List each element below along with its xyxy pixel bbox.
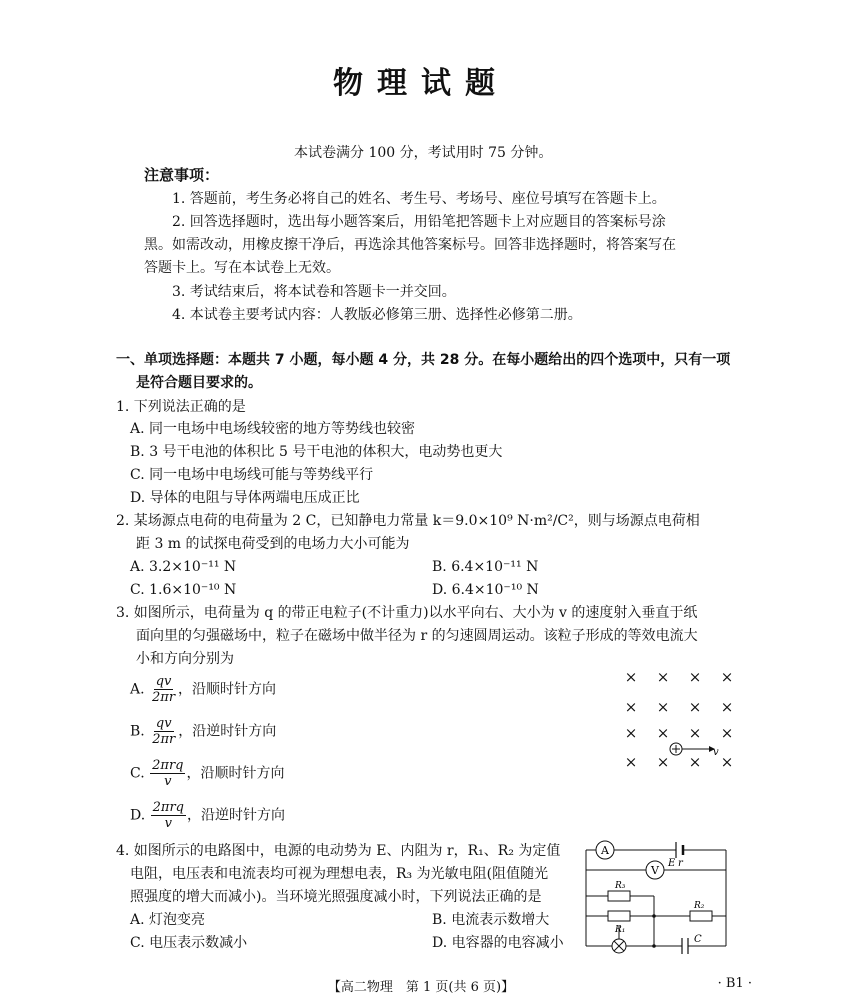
field-cross-mark: × [688,753,702,771]
r1-resistor-icon [608,911,630,921]
q4-option-b: B. 电流表示数增大 [432,912,550,928]
positive-particle-icon [670,743,682,755]
field-cross-mark: × [688,698,702,716]
voltmeter-icon [646,861,664,879]
q3-option-b-fraction: $\frac{qv}{2\pi r}$ [152,716,176,747]
q4-option-a: A. 灯泡变亮 [130,912,206,928]
capacitor-icon [682,938,688,954]
q2-option-b: B. 6.4×10⁻¹¹ N [432,559,539,575]
q3-option-d-text: ，沿逆时针方向 [187,807,285,824]
emf-label: E [668,858,676,869]
section-heading-cont: 是符合题目要求的。 [136,375,262,391]
lamp-icon [612,939,626,953]
r2-label: R₂ [694,901,705,911]
q3-option-a [130,674,276,705]
page-title: 物理试题 [333,66,509,101]
q1-option-c: C. 同一电场中电场线可能与等势线平行 [130,467,374,483]
notice-item-3: 3. 考试结束后，将本试卷和答题卡一并交回。 [172,284,456,300]
q4-stem-line1: 4. 如图所示的电路图中，电源的电动势为 E、内阻为 r，R₁、R₂ 为定值 [116,843,561,859]
field-cross-mark: × [624,753,638,771]
q3-option-d-fraction: $\frac{\text{2πrq}}{v}$ [152,800,184,831]
q1-option-b: B. 3 号干电池的体积比 5 号干电池的体积大，电动势也更大 [130,444,503,460]
magnetic-field-figure [615,665,745,775]
field-cross-mark: × [720,698,734,716]
q3-option-d [130,800,285,831]
exam-intro: 本试卷满分 100 分，考试用时 75 分钟。 [294,145,553,161]
q3-option-c-text: ，沿顺时针方向 [186,765,285,782]
page-footer: 【高二物理 第 1 页(共 6 页)】 [327,980,515,995]
notice-item-4: 4. 本试卷主要考试内容：人教版必修第三册、选择性必修第二册。 [172,307,582,323]
q3-option-c-label: C. [130,765,145,782]
q4-stem-line2: 电阻，电压表和电流表均可视为理想电表，R₃ 为光敏电阻(阻值随光 [130,866,549,882]
velocity-label: v [713,747,719,758]
q2-option-d: D. 6.4×10⁻¹⁰ N [432,582,539,598]
battery-icon [676,842,683,858]
notice-item-2a: 2. 回答选择题时，选出每小题答案后，用铅笔把答题卡上对应题目的答案标号涂 [172,214,666,230]
field-cross-mark: × [624,698,638,716]
q3-option-a-fraction: $\frac{qv}{2\pi r}$ [152,674,176,705]
junction-dot [652,914,656,918]
r1-label: R₁ [615,925,626,935]
q1-option-a: A. 同一电场中电场线较密的地方等势线也较密 [130,421,416,437]
q1-stem: 1. 下列说法正确的是 [116,399,246,415]
notice-item-2c: 答题卡上。写在本试卷上无效。 [144,260,340,276]
q3-option-b [130,716,276,747]
q2-option-a: A. 3.2×10⁻¹¹ N [130,559,237,575]
field-cross-mark: × [688,668,702,686]
q3-option-c [130,758,284,789]
capacitor-label: C [694,934,702,945]
r3-label: R₃ [615,881,626,891]
r2-resistor-icon [690,911,712,921]
field-cross-mark: × [656,753,670,771]
field-cross-mark: × [656,698,670,716]
field-cross-mark: × [688,724,702,742]
page-code: · B1 · [717,976,752,991]
field-cross-mark: × [624,724,638,742]
q2-stem-line1: 2. 某场源点电荷的电荷量为 2 C，已知静电力常量 k＝9.0×10⁹ N·m²/C²，则与场源点电荷相 [116,513,700,529]
circuit-figure [582,838,732,954]
q3-option-d-label: D. [130,807,146,824]
notice-heading: 注意事项： [144,166,220,184]
section-heading: 一、单项选择题：本题共 7 小题，每小题 4 分，共 28 分。在每小题给出的四个选项中，只有一项 [116,352,731,368]
field-cross-mark: × [624,668,638,686]
field-cross-mark: × [656,724,670,742]
q3-option-b-text: ，沿逆时针方向 [178,723,277,740]
q2-stem-line2: 距 3 m 的试探电荷受到的电场力大小可能为 [136,536,410,552]
notice-item-1: 1. 答题前，考生务必将自己的姓名、考生号、考场号、座位号填写在答题卡上。 [172,191,666,207]
field-cross-mark: × [720,724,734,742]
notice-item-2b: 黑。如需改动，用橡皮擦干净后，再选涂其他答案标号。回答非选择题时，将答案写在 [144,237,676,253]
q1-option-d: D. 导体的电阻与导体两端电压成正比 [130,490,360,506]
velocity-arrow-icon [682,746,715,752]
q3-option-b-label: B. [130,723,145,740]
q2-option-c: C. 1.6×10⁻¹⁰ N [130,582,237,598]
q3-stem-line1: 3. 如图所示，电荷量为 q 的带正电粒子(不计重力)以水平向右、大小为 v 的速度射入垂直于纸 [116,605,698,621]
q3-stem-line3: 小和方向分别为 [136,651,234,667]
junction-dot [652,944,656,948]
internal-resistance-label: r [678,858,683,869]
q4-stem-line3: 照强度的增大而减小)。当环境光照强度减小时，下列说法正确的是 [130,889,542,905]
field-cross-mark: × [656,668,670,686]
r3-resistor-icon [608,891,630,901]
svg-text:V: V [651,864,659,877]
q3-option-c-fraction: $\frac{\text{2πrq}}{v}$ [152,758,184,789]
field-cross-mark: × [720,753,734,771]
field-cross-mark: × [720,668,734,686]
q4-option-c: C. 电压表示数减小 [130,935,248,951]
q3-option-a-label: A. [130,681,145,698]
ammeter-icon [596,841,614,859]
q3-stem-line2: 面向里的匀强磁场中，粒子在磁场中做半径为 r 的匀速圆周运动。该粒子形成的等效电流大 [136,628,698,644]
svg-text:A: A [601,844,609,857]
q4-option-d: D. 电容器的电容减小 [432,935,564,951]
q3-option-a-text: ，沿顺时针方向 [178,681,277,698]
